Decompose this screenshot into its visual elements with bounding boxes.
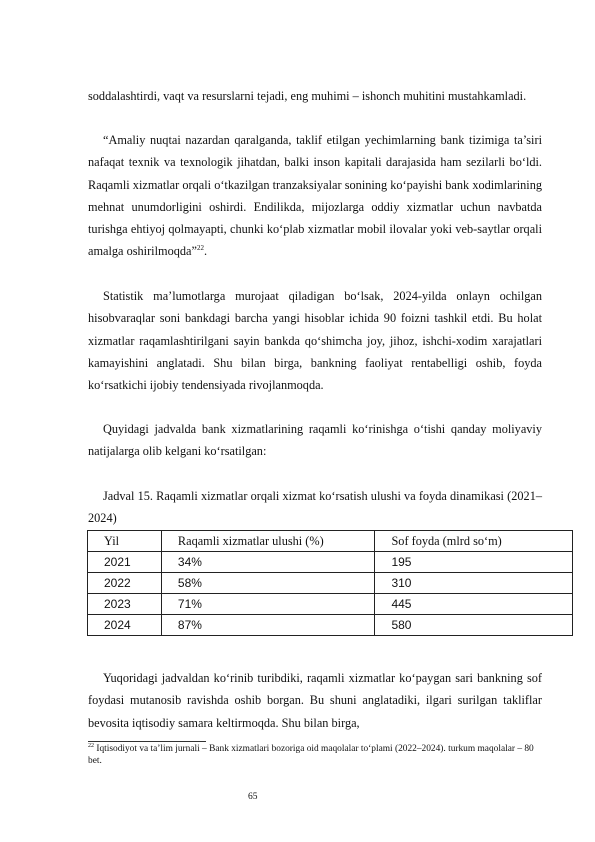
cell-digital-share: 87% — [161, 615, 375, 636]
cell-year: 2022 — [88, 573, 162, 594]
footnote-divider — [88, 741, 206, 742]
cell-net-profit: 310 — [375, 573, 573, 594]
cell-digital-share: 34% — [161, 552, 375, 573]
profit-dynamics-table — [87, 530, 573, 636]
page-number: 65 — [248, 792, 258, 802]
cell-year: 2024 — [88, 615, 162, 636]
table-row — [88, 552, 573, 573]
table-row — [88, 615, 573, 636]
cell-digital-share: 71% — [161, 594, 375, 615]
header-net-profit: Sof foyda (mlrd so‘m) — [375, 531, 573, 552]
paragraph-2-quote: “Amaliy nuqtai nazardan qaralganda, taklif etilgan yechimlarning bank tizimiga ta’siri nafaqat texnik va texnologik jihatdan, balki inson kapitali darajasida ham sezilarli bo‘ldi. Raqamli xizmatlar orqali o‘tkazilgan tranzaksiyalar sonining ko‘payishi bank xodimlarining mehnat unumdorligini oshirdi. Endilikda, mijozlarga oddiy xizmatlar uchun navbatda turishga ehtiyoj qolmayapti, chunki ko‘plab xizmatlar mobil ilovalar yoki veb-saytlar orqali amalga oshirilmoqda”$^{22}$. — [88, 133, 542, 259]
table-row — [88, 573, 573, 594]
header-digital-share: Raqamli xizmatlar ulushi (%) — [161, 531, 375, 552]
cell-digital-share: 58% — [161, 573, 375, 594]
header-year: Yil — [88, 531, 162, 552]
cell-net-profit: 580 — [375, 615, 573, 636]
cell-net-profit: 195 — [375, 552, 573, 573]
table-caption: Jadval 15. Raqamli xizmatlar orqali xizmat ko‘rsatish ulushi va foyda dinamikasi (2021–2024) — [88, 489, 542, 526]
footnote-number: 22 — [88, 742, 94, 749]
table-row — [88, 594, 573, 615]
cell-net-profit: 445 — [375, 594, 573, 615]
footnote-text: Iqtisodiyot va ta’lim jurnali – Bank xizmatlari bozoriga oid maqolalar to‘plami (2022–2024). turkum maqolalar – 80 bet. — [88, 744, 534, 766]
paragraph-5-conclusion: Yuqoridagi jadvaldan ko‘rinib turibdiki, raqamli xizmatlar ko‘paygan sari bankning sof foydasi mutanosib ravishda oshib borgan. Bu shuni anglatadiki, ilgari surilgan takliflar bevosita iqtisodiy samara keltirmoqda. Shu bilan birga, — [88, 671, 542, 730]
paragraph-4-table-intro: Quyidagi jadvalda bank xizmatlarining raqamli ko‘rinishga o‘tishi qanday moliyaviy natijalarga olib kelgani ko‘rsatilgan: — [88, 422, 542, 459]
cell-year: 2021 — [88, 552, 162, 573]
paragraph-3-statistics: Statistik ma’lumotlarga murojaat qiladigan bo‘lsak, 2024-yilda onlayn ochilgan hisobvaraqlar soni bankdagi barcha yangi hisoblar ichida 90 foizni tashkil etdi. Bu holat xizmatlar raqamlashtirilgani sayin bankda qo‘shimcha joy, jihoz, ishchi-xodim xarajatlari kamayishini anglatadi. Shu bilan birga, bankning faoliyat rentabelligi oshib, foyda ko‘rsatkichi ijobiy tendensiyada rivojlanmoqda. — [88, 289, 542, 393]
footnote — [88, 743, 542, 767]
footnote-ref-22: 22 — [196, 244, 204, 253]
paragraph-1: soddalashtirdi, vaqt va resurslarni tejadi, eng muhimi – ishonch muhitini mustahkamladi. — [88, 89, 527, 103]
cell-year: 2023 — [88, 594, 162, 615]
table-header-row — [88, 531, 573, 552]
